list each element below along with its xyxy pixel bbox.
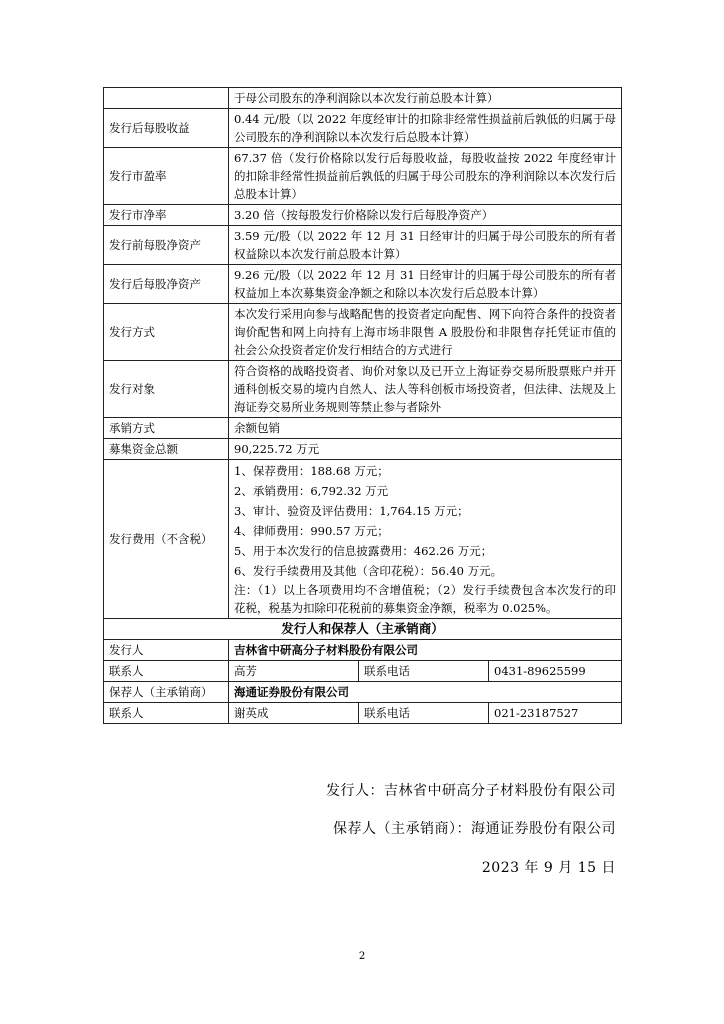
table-row xyxy=(104,88,622,109)
row-value: 90,225.72 万元 xyxy=(229,439,622,460)
table-row xyxy=(104,304,622,361)
contact-name: 高芳 xyxy=(229,661,359,682)
fee-item: 2、承销费用：6,792.32 万元 xyxy=(234,484,389,498)
fee-item: 3、审计、验资及评估费用：1,764.15 万元； xyxy=(234,504,469,518)
fee-item: 1、保荐费用：188.68 万元； xyxy=(234,464,389,478)
phone-number: 0431-89625599 xyxy=(489,661,622,682)
signature-date: 2023 年 9 月 15 日 xyxy=(481,860,616,876)
row-label: 募集资金总额 xyxy=(104,439,229,460)
table-row xyxy=(104,682,622,703)
sponsor-signature: 保荐人（主承销商）：海通证券股份有限公司 xyxy=(333,821,616,837)
row-value: 3.20 倍（按每股发行价格除以发行后每股净资产） xyxy=(229,205,622,226)
fee-item: 4、律师费用：990.57 万元； xyxy=(234,524,389,538)
row-label: 联系人 xyxy=(104,661,229,682)
issuer-name: 吉林省中研高分子材料股份有限公司 xyxy=(229,640,622,661)
row-label: 发行对象 xyxy=(104,361,229,418)
issuer-signature: 发行人：吉林省中研高分子材料股份有限公司 xyxy=(326,783,616,799)
row-value: 本次发行采用向参与战略配售的投资者定向配售、网下向符合条件的投资者询价配售和网上向持有上海市场非限售 A 股股份和非限售存托凭证市值的社会公众投资者定价发行相结合的方式进行 xyxy=(229,304,622,361)
section-title: 发行人和保荐人（主承销商） xyxy=(104,619,622,640)
table-row xyxy=(104,640,622,661)
table-row xyxy=(104,148,622,205)
row-value: 67.37 倍（发行价格除以发行后每股收益，每股收益按 2022 年度经审计的扣除非经常性损益前后孰低的归属于母公司股东的净利润除以本次发行后总股本计算） xyxy=(229,148,622,205)
table-row xyxy=(104,226,622,265)
row-label: 发行后每股收益 xyxy=(104,109,229,148)
table-row xyxy=(104,109,622,148)
row-label: 发行后每股净资产 xyxy=(104,265,229,304)
row-label: 发行费用（不含税） xyxy=(104,460,229,619)
row-label: 承销方式 xyxy=(104,418,229,439)
phone-number: 021-23187527 xyxy=(489,703,622,724)
row-label: 发行市净率 xyxy=(104,205,229,226)
fee-note: 注：（1）以上各项费用均不含增值税；（2）发行手续费包含本次发行的印花税，税基为扣除印花税前的募集资金净额，税率为 0.025%。 xyxy=(234,583,617,615)
fee-list xyxy=(229,460,622,619)
row-label: 发行方式 xyxy=(104,304,229,361)
row-value: 0.44 元/股（以 2022 年度经审计的扣除非经常性损益前后孰低的归属于母公司股东的净利润除以本次发行后总股本计算） xyxy=(229,109,622,148)
contact-name: 谢英成 xyxy=(229,703,359,724)
table-row xyxy=(104,361,622,418)
row-label: 发行人 xyxy=(104,640,229,661)
table-row xyxy=(104,265,622,304)
table-row xyxy=(104,703,622,724)
row-value: 余额包销 xyxy=(229,418,622,439)
row-label: 发行前每股净资产 xyxy=(104,226,229,265)
table-row xyxy=(104,460,622,619)
row-value: 符合资格的战略投资者、询价对象以及已开立上海证券交易所股票账户并开通科创板交易的境内自然人、法人等科创板市场投资者，但法律、法规及上海证券交易所业务规则等禁止参与者除外 xyxy=(229,361,622,418)
row-label-empty xyxy=(104,88,229,109)
table-row xyxy=(104,619,622,640)
row-value: 3.59 元/股（以 2022 年 12 月 31 日经审计的归属于母公司股东的所有者权益除以本次发行前总股本计算） xyxy=(229,226,622,265)
table-row xyxy=(104,439,622,460)
page-number: 2 xyxy=(358,951,366,962)
phone-label: 联系电话 xyxy=(359,661,489,682)
fee-item: 6、发行手续费用及其他（含印花税）：56.40 万元。 xyxy=(234,564,503,578)
phone-label: 联系电话 xyxy=(359,703,489,724)
table-row xyxy=(104,661,622,682)
fee-item: 5、用于本次发行的信息披露费用：462.26 万元； xyxy=(234,544,493,558)
table-row xyxy=(104,205,622,226)
issuance-info-table xyxy=(103,87,622,724)
row-label: 保荐人（主承销商） xyxy=(104,682,229,703)
sponsor-name: 海通证券股份有限公司 xyxy=(229,682,622,703)
row-value: 9.26 元/股（以 2022 年 12 月 31 日经审计的归属于母公司股东的所有者权益加上本次募集资金净额之和除以本次发行后总股本计算） xyxy=(229,265,622,304)
row-label: 联系人 xyxy=(104,703,229,724)
row-value: 于母公司股东的净利润除以本次发行前总股本计算） xyxy=(229,88,622,109)
row-label: 发行市盈率 xyxy=(104,148,229,205)
table-row xyxy=(104,418,622,439)
